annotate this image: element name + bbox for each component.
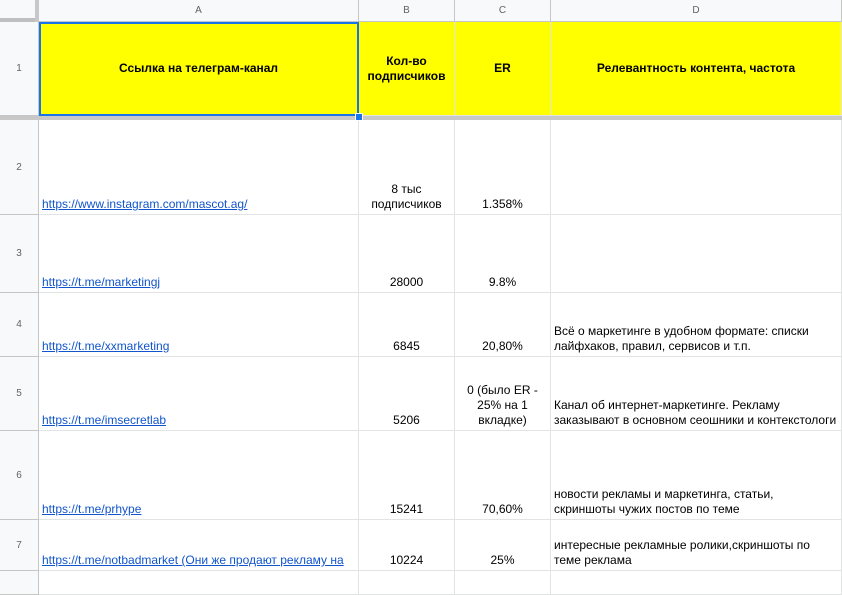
column-header-b[interactable]: B (359, 0, 455, 22)
header-cell-er[interactable]: ER (455, 22, 551, 116)
subscribers-cell[interactable]: 15241 (359, 431, 455, 520)
subscribers-cell[interactable]: 5206 (359, 357, 455, 431)
channel-link[interactable]: https://t.me/xxmarketing (42, 339, 170, 353)
er-cell[interactable]: 20,80% (455, 293, 551, 357)
row-header-6[interactable]: 6 (0, 431, 39, 520)
header-cell-channel-link[interactable]: Ссылка на телеграм-канал (39, 22, 359, 116)
subscribers-cell[interactable]: 10224 (359, 520, 455, 571)
er-cell[interactable]: 70,60% (455, 431, 551, 520)
er-cell[interactable]: 25% (455, 520, 551, 571)
er-cell[interactable]: 0 (было ER - 25% на 1 вкладке) (455, 357, 551, 431)
column-header-c[interactable]: C (455, 0, 551, 22)
channel-link-cell[interactable] (39, 520, 359, 571)
er-cell[interactable]: 9.8% (455, 215, 551, 293)
channel-link-cell[interactable] (39, 431, 359, 520)
selection-fill-handle[interactable] (355, 113, 363, 121)
row-header-4[interactable]: 4 (0, 293, 39, 357)
relevance-cell[interactable] (551, 120, 842, 215)
subscribers-cell[interactable]: 8 тыс подписчиков (359, 120, 455, 215)
empty-cell[interactable] (551, 571, 842, 595)
empty-cell[interactable] (39, 571, 359, 595)
channel-link[interactable]: https://t.me/imsecretlab (42, 413, 167, 427)
relevance-cell[interactable] (551, 215, 842, 293)
relevance-cell[interactable]: новости рекламы и маркетинга, статьи, скриншоты чужих постов по теме (551, 431, 842, 520)
header-cell-subscribers[interactable]: Кол-во подписчиков (359, 22, 455, 116)
select-all-corner[interactable] (0, 0, 39, 22)
frozen-row-divider[interactable] (0, 116, 842, 120)
empty-cell[interactable] (359, 571, 455, 595)
header-cell-relevance[interactable]: Релевантность контента, частота (551, 22, 842, 116)
column-header-d[interactable]: D (551, 0, 842, 22)
row-header-5[interactable]: 5 (0, 357, 39, 431)
row-header-2[interactable]: 2 (0, 120, 39, 215)
relevance-cell[interactable]: интересные рекламные ролики,скриншоты по теме реклама (551, 520, 842, 571)
channel-link-cell[interactable] (39, 293, 359, 357)
relevance-cell[interactable]: Канал об интернет-маркетинге. Рекламу заказывают в основном сеошники и контекстологи (551, 357, 842, 431)
frozen-column-divider[interactable] (35, 0, 39, 22)
empty-cell[interactable] (455, 571, 551, 595)
row-header-3[interactable]: 3 (0, 215, 39, 293)
channel-link-cell[interactable] (39, 357, 359, 431)
channel-link-cell[interactable] (39, 215, 359, 293)
er-cell[interactable]: 1.358% (455, 120, 551, 215)
row-header-7[interactable]: 7 (0, 520, 39, 571)
column-header-a[interactable]: A (39, 0, 359, 22)
relevance-cell[interactable]: Всё о маркетинге в удобном формате: списки лайфхаков, правил, сервисов и т.п. (551, 293, 842, 357)
channel-link[interactable]: https://www.instagram.com/mascot.ag/ (42, 197, 248, 211)
channel-link-cell[interactable] (39, 120, 359, 215)
row-header-1[interactable]: 1 (0, 22, 39, 116)
subscribers-cell[interactable]: 6845 (359, 293, 455, 357)
row-header-8[interactable] (0, 571, 39, 595)
channel-link[interactable]: https://t.me/notbadmarket (Они же продают рекламу на (42, 553, 344, 567)
channel-link[interactable]: https://t.me/marketingj (42, 275, 161, 289)
subscribers-cell[interactable]: 28000 (359, 215, 455, 293)
channel-link[interactable]: https://t.me/prhype (42, 502, 142, 516)
